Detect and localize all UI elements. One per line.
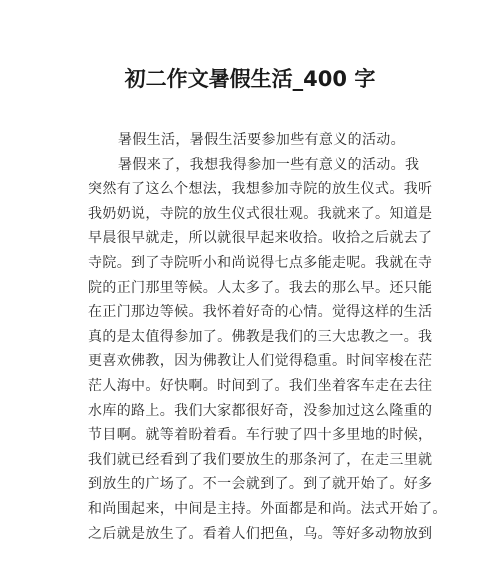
paragraph-line: 在正门那边等候。我怀着好奇的心情。觉得这样的生活 bbox=[88, 304, 433, 321]
paragraph-line: 我奶奶说，寺院的放生仪式很壮观。我就来了。知道是 bbox=[88, 205, 433, 222]
paragraph-line: 我们就已经看到了我们要放生的那条河了，在走三里就 bbox=[88, 451, 433, 468]
paragraph-line: 院的正门那里等候。人太多了。我去的那么早。还只能 bbox=[88, 279, 433, 296]
paragraph-line: 真的是太值得参加了。佛教是我们的三大忠教之一。我 bbox=[88, 328, 433, 345]
paragraph-line: 更喜欢佛教，因为佛教让人们觉得稳重。时间宰梭在茫 bbox=[88, 353, 433, 370]
paragraph-line: 节目啊。就等着盼着看。车行驶了四十多里地的时候， bbox=[88, 427, 433, 444]
paragraph-line: 暑假来了，我想我得参加一些有意义的活动。我 bbox=[118, 156, 420, 173]
paragraph-line: 早晨很早就走，所以就很早起来收拾。收拾之后就去了 bbox=[88, 230, 433, 247]
document-title: 初二作文暑假生活_400 字 bbox=[124, 67, 376, 91]
paragraph-line: 到放生的广场了。不一会就到了。到了就开始了。好多 bbox=[88, 476, 433, 493]
paragraph-line: 之后就是放生了。看着人们把鱼，乌。等好多动物放到 bbox=[88, 525, 433, 542]
paragraph-line: 和尚围起来，中间是主持。外面都是和尚。法式开始了。 bbox=[88, 500, 447, 517]
paragraph-line: 茫人海中。好快啊。时间到了。我们坐着客车走在去往 bbox=[88, 377, 433, 394]
paragraph-line: 暑假生活，暑假生活要参加些有意义的活动。 bbox=[118, 132, 405, 148]
paragraph-line: 突然有了这么个想法，我想参加寺院的放生仪式。我听 bbox=[88, 181, 433, 198]
document-body bbox=[88, 128, 447, 546]
paragraph-line: 寺院。到了寺院听小和尚说得七点多能走呢。我就在寺 bbox=[88, 254, 433, 271]
paragraph-line: 水库的路上。我们大家都很好奇，没参加过这么隆重的 bbox=[88, 402, 433, 419]
